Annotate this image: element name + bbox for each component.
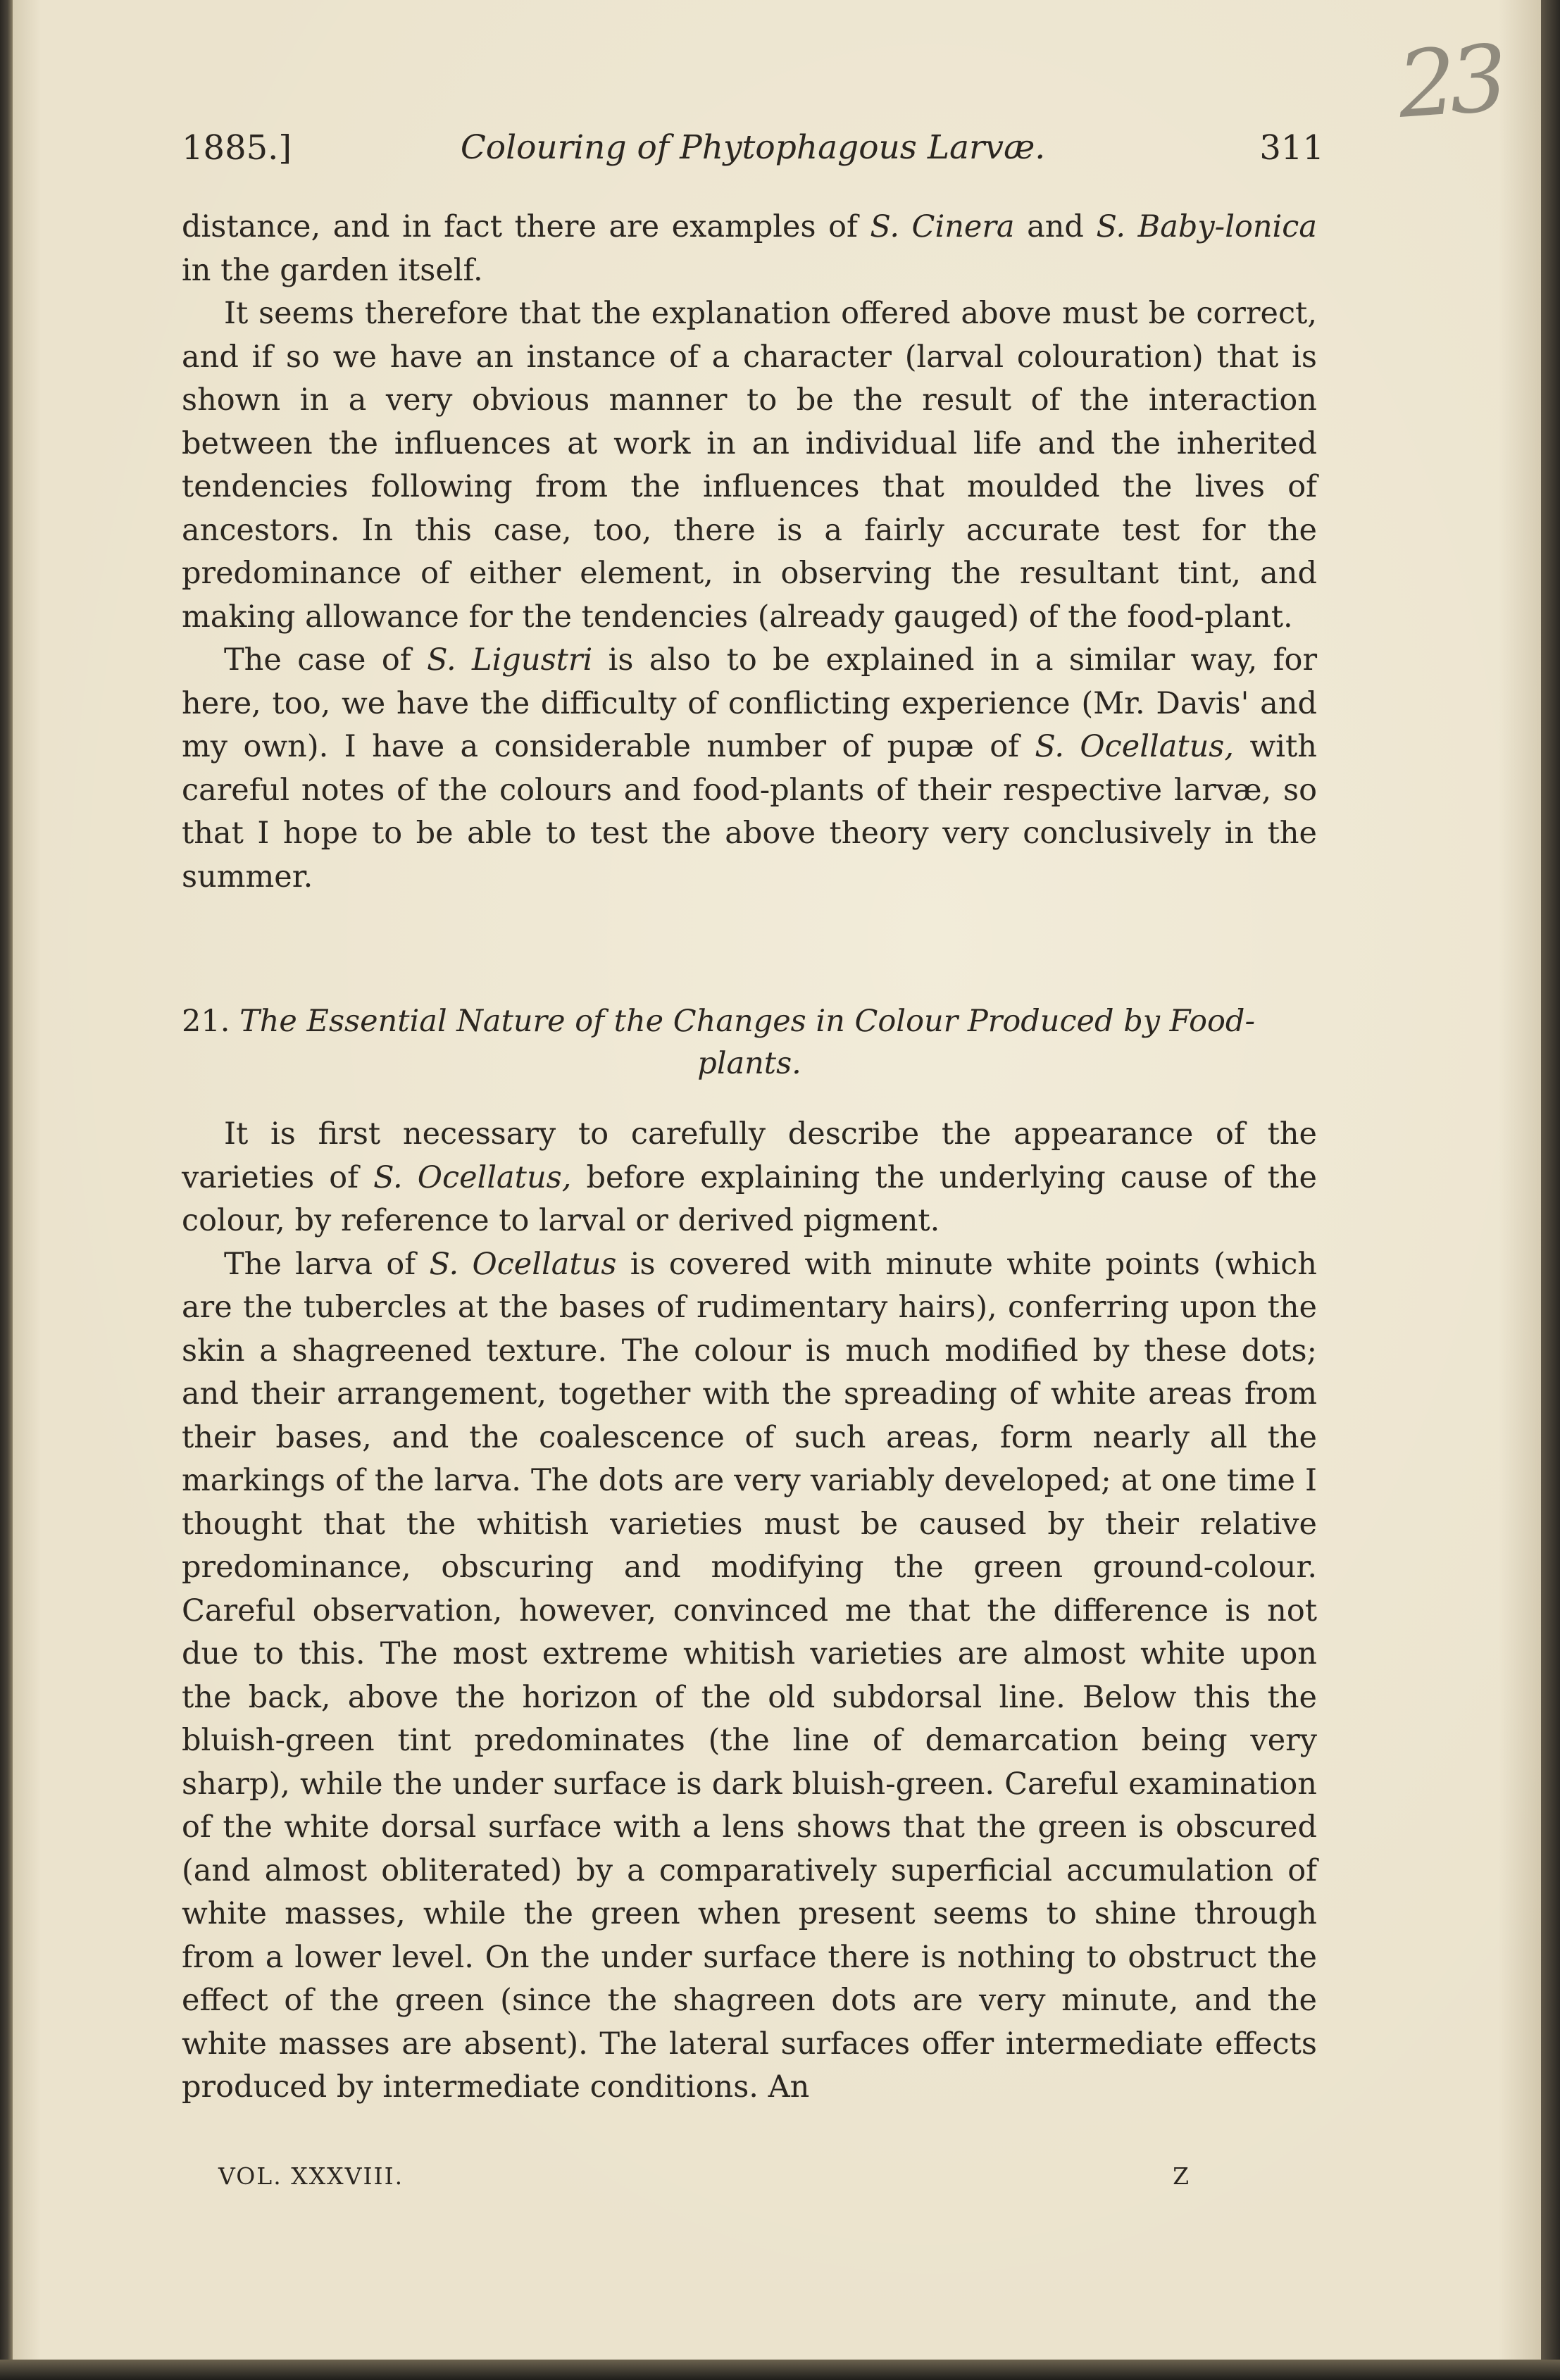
section-number: 21. bbox=[182, 1004, 230, 1039]
running-title: Colouring of Phytophagous Larvæ. bbox=[460, 128, 1046, 167]
running-header bbox=[182, 128, 1324, 177]
body-text-bottom bbox=[182, 1113, 1317, 2110]
page-number: 311 bbox=[1259, 128, 1324, 168]
text-run: with careful notes of the colours and food-plants of their respective larvæ, so that I hope to be able to test the above theory very conclusively in the summer. bbox=[182, 729, 1317, 895]
paragraph bbox=[182, 1243, 1317, 2110]
paragraph bbox=[182, 292, 1317, 639]
italic-species-name: S. Ocellatus, bbox=[373, 1159, 572, 1195]
text-run: It is first necessary to carefully describe the appearance of the varieties of bbox=[182, 1116, 1317, 1195]
paragraph bbox=[182, 639, 1317, 899]
italic-species-name: S. Ocellatus, bbox=[1035, 729, 1235, 764]
italic-species-name: S. Ocellatus bbox=[429, 1246, 617, 1282]
body-text-top bbox=[182, 206, 1317, 899]
text-run: is covered with minute white points (which are the tubercles at the bases of rudimentary hairs), conferring upon the skin a shagreened texture. The colour is much modified by these dots; and their arrangement, together with the spreading of white areas from their bases, and the coalescence of such areas, form nearly all the markings of the larva. The dots are very variably developed; at one time I thought that the whitish varieties must be caused by their relative predominance, obscuring and modifying the green ground-colour. Careful observation, however, convinced me that the difference is not due to this. The most extreme whitish varieties are almost white upon the back, above the horizon of the old subdorsal line. Below this the bluish-green tint predominates (the line of demarcation being very sharp), while the under surface is dark bluish-green. Careful examination of the white dorsal surface with a lens shows that the green is obscured (and almost obliterated) by a comparatively superficial accumulation of white masses, while the green when present seems to shine through from a lower level. On the under surface there is nothing to obstruct the effect of the green (since the shagreen dots are very minute, and the white masses are absent). The lateral surfaces offer intermediate effects produced by intermediate conditions. An bbox=[182, 1246, 1317, 2105]
text-run: distance, and in fact there are examples of bbox=[182, 209, 871, 244]
text-run: is also to be explained in a similar way, for here, too, we have the difficulty of conflicting experience (Mr. Davis' and my own). I have a considerable number of pupæ of bbox=[182, 642, 1317, 764]
book-binding bbox=[0, 0, 13, 2380]
italic-species-name: S. Cinera bbox=[870, 209, 1015, 244]
section-heading bbox=[182, 1000, 1317, 1085]
header-year: 1885.] bbox=[182, 128, 292, 168]
text-run: The larva of bbox=[224, 1246, 430, 1282]
section-title-line2: plants. bbox=[697, 1046, 801, 1081]
paragraph bbox=[182, 1113, 1317, 1243]
section-title-line1: The Essential Nature of the Changes in Colour Produced by Food- bbox=[239, 1004, 1255, 1039]
page-edge bbox=[1541, 0, 1560, 2380]
handwritten-folio-mark: 23 bbox=[1394, 25, 1504, 139]
paragraph bbox=[182, 206, 1317, 292]
volume-label: VOL. XXXVIII. bbox=[218, 2162, 404, 2190]
signature-mark: Z bbox=[1173, 2162, 1190, 2190]
text-run: and bbox=[1014, 209, 1097, 244]
text-run: It seems therefore that the explanation offered above must be correct, and if so we have an instance of a character (larval colouration) that is shown in a very obvious manner to be the result of the interaction between the influences at work in an individual life and the inherited tendencies following from the influences that moulded the lives of ancestors. In this case, too, there is a fairly accurate test for the predominance of either element, in observing the resultant tint, and making allowance for the tendencies (already gauged) of the food-plant. bbox=[182, 296, 1317, 635]
text-run: before explaining the underlying cause of the colour, by reference to larval or derived pigment. bbox=[182, 1159, 1318, 1238]
text-run: The case of bbox=[224, 642, 428, 678]
italic-species-name: S. Ligustri bbox=[427, 642, 593, 678]
italic-species-name: S. Baby-lonica bbox=[1096, 209, 1318, 244]
page-bottom-edge bbox=[0, 2360, 1560, 2380]
text-run: in the garden itself. bbox=[182, 252, 483, 288]
